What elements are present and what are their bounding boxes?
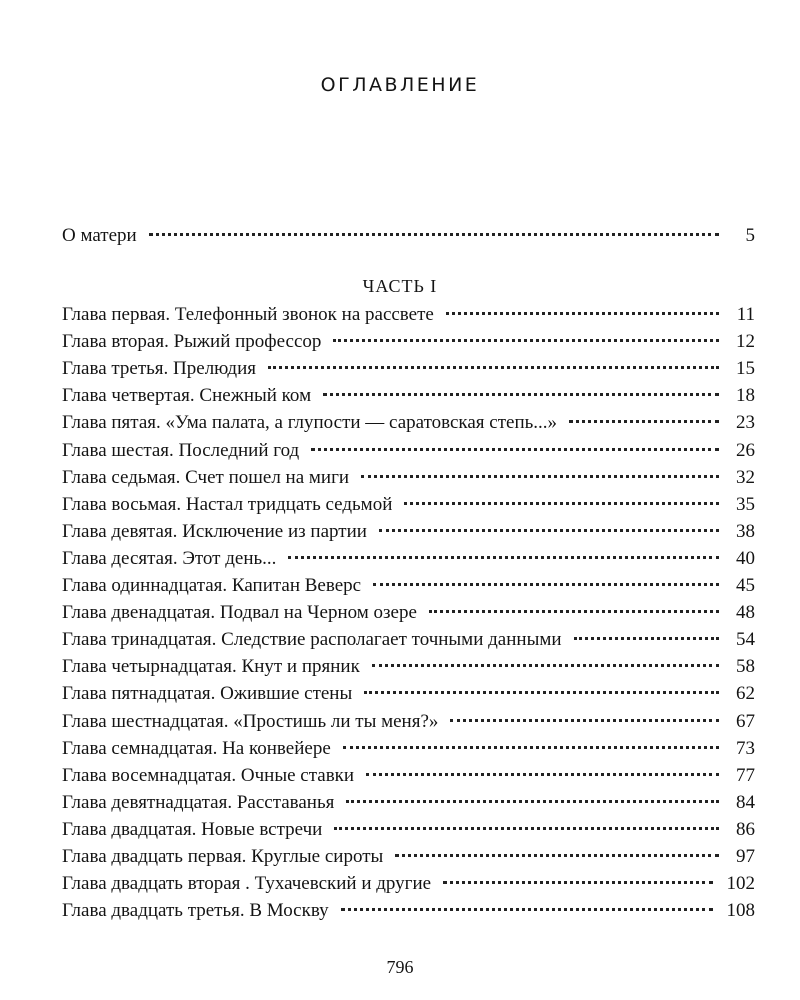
toc-entry-chapter[interactable] <box>62 494 755 520</box>
toc-entry-page: 23 <box>736 412 755 434</box>
toc-entry-page: 84 <box>736 791 755 813</box>
toc-entry-chapter[interactable] <box>62 656 755 682</box>
toc-entry-title: Глава шестая. Последний год <box>62 439 300 461</box>
dot-leader <box>373 583 719 586</box>
toc-entry-chapter[interactable] <box>62 385 755 411</box>
toc-heading: ОГЛАВЛЕНИЕ <box>320 74 480 96</box>
toc-entry-intro[interactable] <box>62 225 755 251</box>
toc-entry-chapter[interactable] <box>62 412 755 438</box>
dot-leader <box>574 637 719 640</box>
toc-entry-page: 54 <box>736 629 755 651</box>
toc-entry-title: Глава двадцать первая. Круглые сироты <box>62 846 384 867</box>
dot-leader <box>149 233 719 236</box>
toc-entry-title: Глава двадцать вторая . Тухачевский и другие <box>62 873 432 895</box>
toc-entry-title: О матери <box>62 225 137 246</box>
dot-leader <box>446 312 719 315</box>
toc-entry-page: 11 <box>736 304 755 325</box>
dot-leader <box>288 556 719 559</box>
toc-entry-page: 73 <box>736 737 755 759</box>
toc-entry-chapter[interactable] <box>62 467 755 493</box>
dot-leader <box>323 393 719 396</box>
toc-entry-chapter[interactable] <box>62 683 755 709</box>
toc-entry-chapter[interactable] <box>62 358 755 384</box>
toc-entry-chapter[interactable] <box>62 521 755 547</box>
toc-entry-chapter[interactable] <box>62 900 755 926</box>
toc-entry-page: 67 <box>736 710 755 732</box>
toc-entry-page: 15 <box>736 358 755 380</box>
dot-leader <box>443 881 712 884</box>
toc-entry-title: Глава четвертая. Снежный ком <box>62 385 312 407</box>
dot-leader <box>311 448 719 451</box>
toc-entry-title: Глава одиннадцатая. Капитан Веверс <box>62 575 362 596</box>
toc-entry-title: Глава двадцать третья. В Москву <box>62 900 329 922</box>
dot-leader <box>341 908 713 911</box>
toc-entry-page: 35 <box>736 493 755 515</box>
toc-entry-title: Глава семнадцатая. На конвейере <box>62 737 331 759</box>
toc-entry-chapter[interactable] <box>62 440 755 466</box>
toc-entry-chapter[interactable] <box>62 602 755 628</box>
toc-entry-chapter[interactable] <box>62 846 755 872</box>
toc-entry-title: Глава восьмая. Настал тридцать седьмой <box>62 493 393 515</box>
toc-entry-title: Глава девятнадцатая. Расставанья <box>62 791 335 813</box>
toc-entry-title: Глава двенадцатая. Подвал на Черном озере <box>62 602 417 624</box>
dot-leader <box>346 800 719 803</box>
toc-entry-chapter[interactable] <box>62 629 755 655</box>
dot-leader <box>333 339 719 342</box>
toc-entry-title: Глава девятая. Исключение из партии <box>62 520 367 542</box>
dot-leader <box>343 746 719 749</box>
toc-entry-page: 48 <box>736 602 755 624</box>
toc-entry-page: 40 <box>736 547 755 569</box>
dot-leader <box>404 502 719 505</box>
dot-leader <box>334 827 719 830</box>
toc-entry-title: Глава четырнадцатая. Кнут и пряник <box>62 656 360 678</box>
dot-leader <box>361 475 719 478</box>
toc-entry-chapter[interactable] <box>62 575 755 601</box>
toc-entry-page: 86 <box>736 818 755 840</box>
toc-entry-title: Глава двадцатая. Новые встречи <box>62 818 323 840</box>
part-heading: ЧАСТЬ I <box>362 276 438 296</box>
toc-entry-page: 38 <box>736 520 755 542</box>
toc-entry-chapter[interactable] <box>62 331 755 357</box>
toc-entry-title: Глава восемнадцатая. Очные ставки <box>62 764 355 786</box>
toc-entry-title: Глава десятая. Этот день... <box>62 547 277 569</box>
toc-entry-page: 12 <box>736 331 755 353</box>
dot-leader <box>395 854 719 857</box>
toc-entry-page: 32 <box>736 466 755 488</box>
toc-entry-page: 26 <box>736 439 755 461</box>
dot-leader <box>268 366 719 369</box>
toc-entry-page: 97 <box>736 846 755 867</box>
toc-entry-page: 77 <box>736 764 755 786</box>
toc-entry-chapter[interactable] <box>62 819 755 845</box>
toc-entry-title: Глава пятнадцатая. Ожившие стены <box>62 683 353 705</box>
toc-entry-title: Глава тринадцатая. Следствие располагает точными данными <box>62 629 562 651</box>
dot-leader <box>450 719 719 722</box>
toc-entry-page: 62 <box>736 683 755 705</box>
toc-entry-title: Глава первая. Телефонный звонок на рассвете <box>62 304 434 325</box>
toc-entry-page: 108 <box>726 900 755 922</box>
toc-entry-chapter[interactable] <box>62 711 755 737</box>
toc-entry-title: Глава седьмая. Счет пошел на миги <box>62 466 350 488</box>
toc-entry-chapter[interactable] <box>62 738 755 764</box>
toc-entry-chapter[interactable] <box>62 304 755 330</box>
toc-entry-page: 102 <box>726 873 755 895</box>
toc-entry-page: 58 <box>736 656 755 678</box>
toc-entry-chapter[interactable] <box>62 873 755 899</box>
dot-leader <box>372 664 719 667</box>
toc-entry-chapter[interactable] <box>62 792 755 818</box>
toc-entry-page: 18 <box>736 385 755 407</box>
dot-leader <box>569 420 719 423</box>
toc-entry-chapter[interactable] <box>62 548 755 574</box>
page-number: 796 <box>386 957 414 977</box>
toc-entry-title: Глава шестнадцатая. «Простишь ли ты меня?» <box>62 710 439 732</box>
dot-leader <box>364 691 719 694</box>
toc-entry-title: Глава пятая. «Ума палата, а глупости — саратовская степь...» <box>62 412 558 434</box>
toc-entry-page: 45 <box>736 575 755 596</box>
toc-entry-chapter[interactable] <box>62 765 755 791</box>
toc-entry-page: 5 <box>745 225 755 246</box>
toc-entry-title: Глава вторая. Рыжий профессор <box>62 331 322 353</box>
dot-leader <box>366 773 719 776</box>
toc-entry-title: Глава третья. Прелюдия <box>62 358 256 380</box>
dot-leader <box>379 529 719 532</box>
dot-leader <box>429 610 719 613</box>
